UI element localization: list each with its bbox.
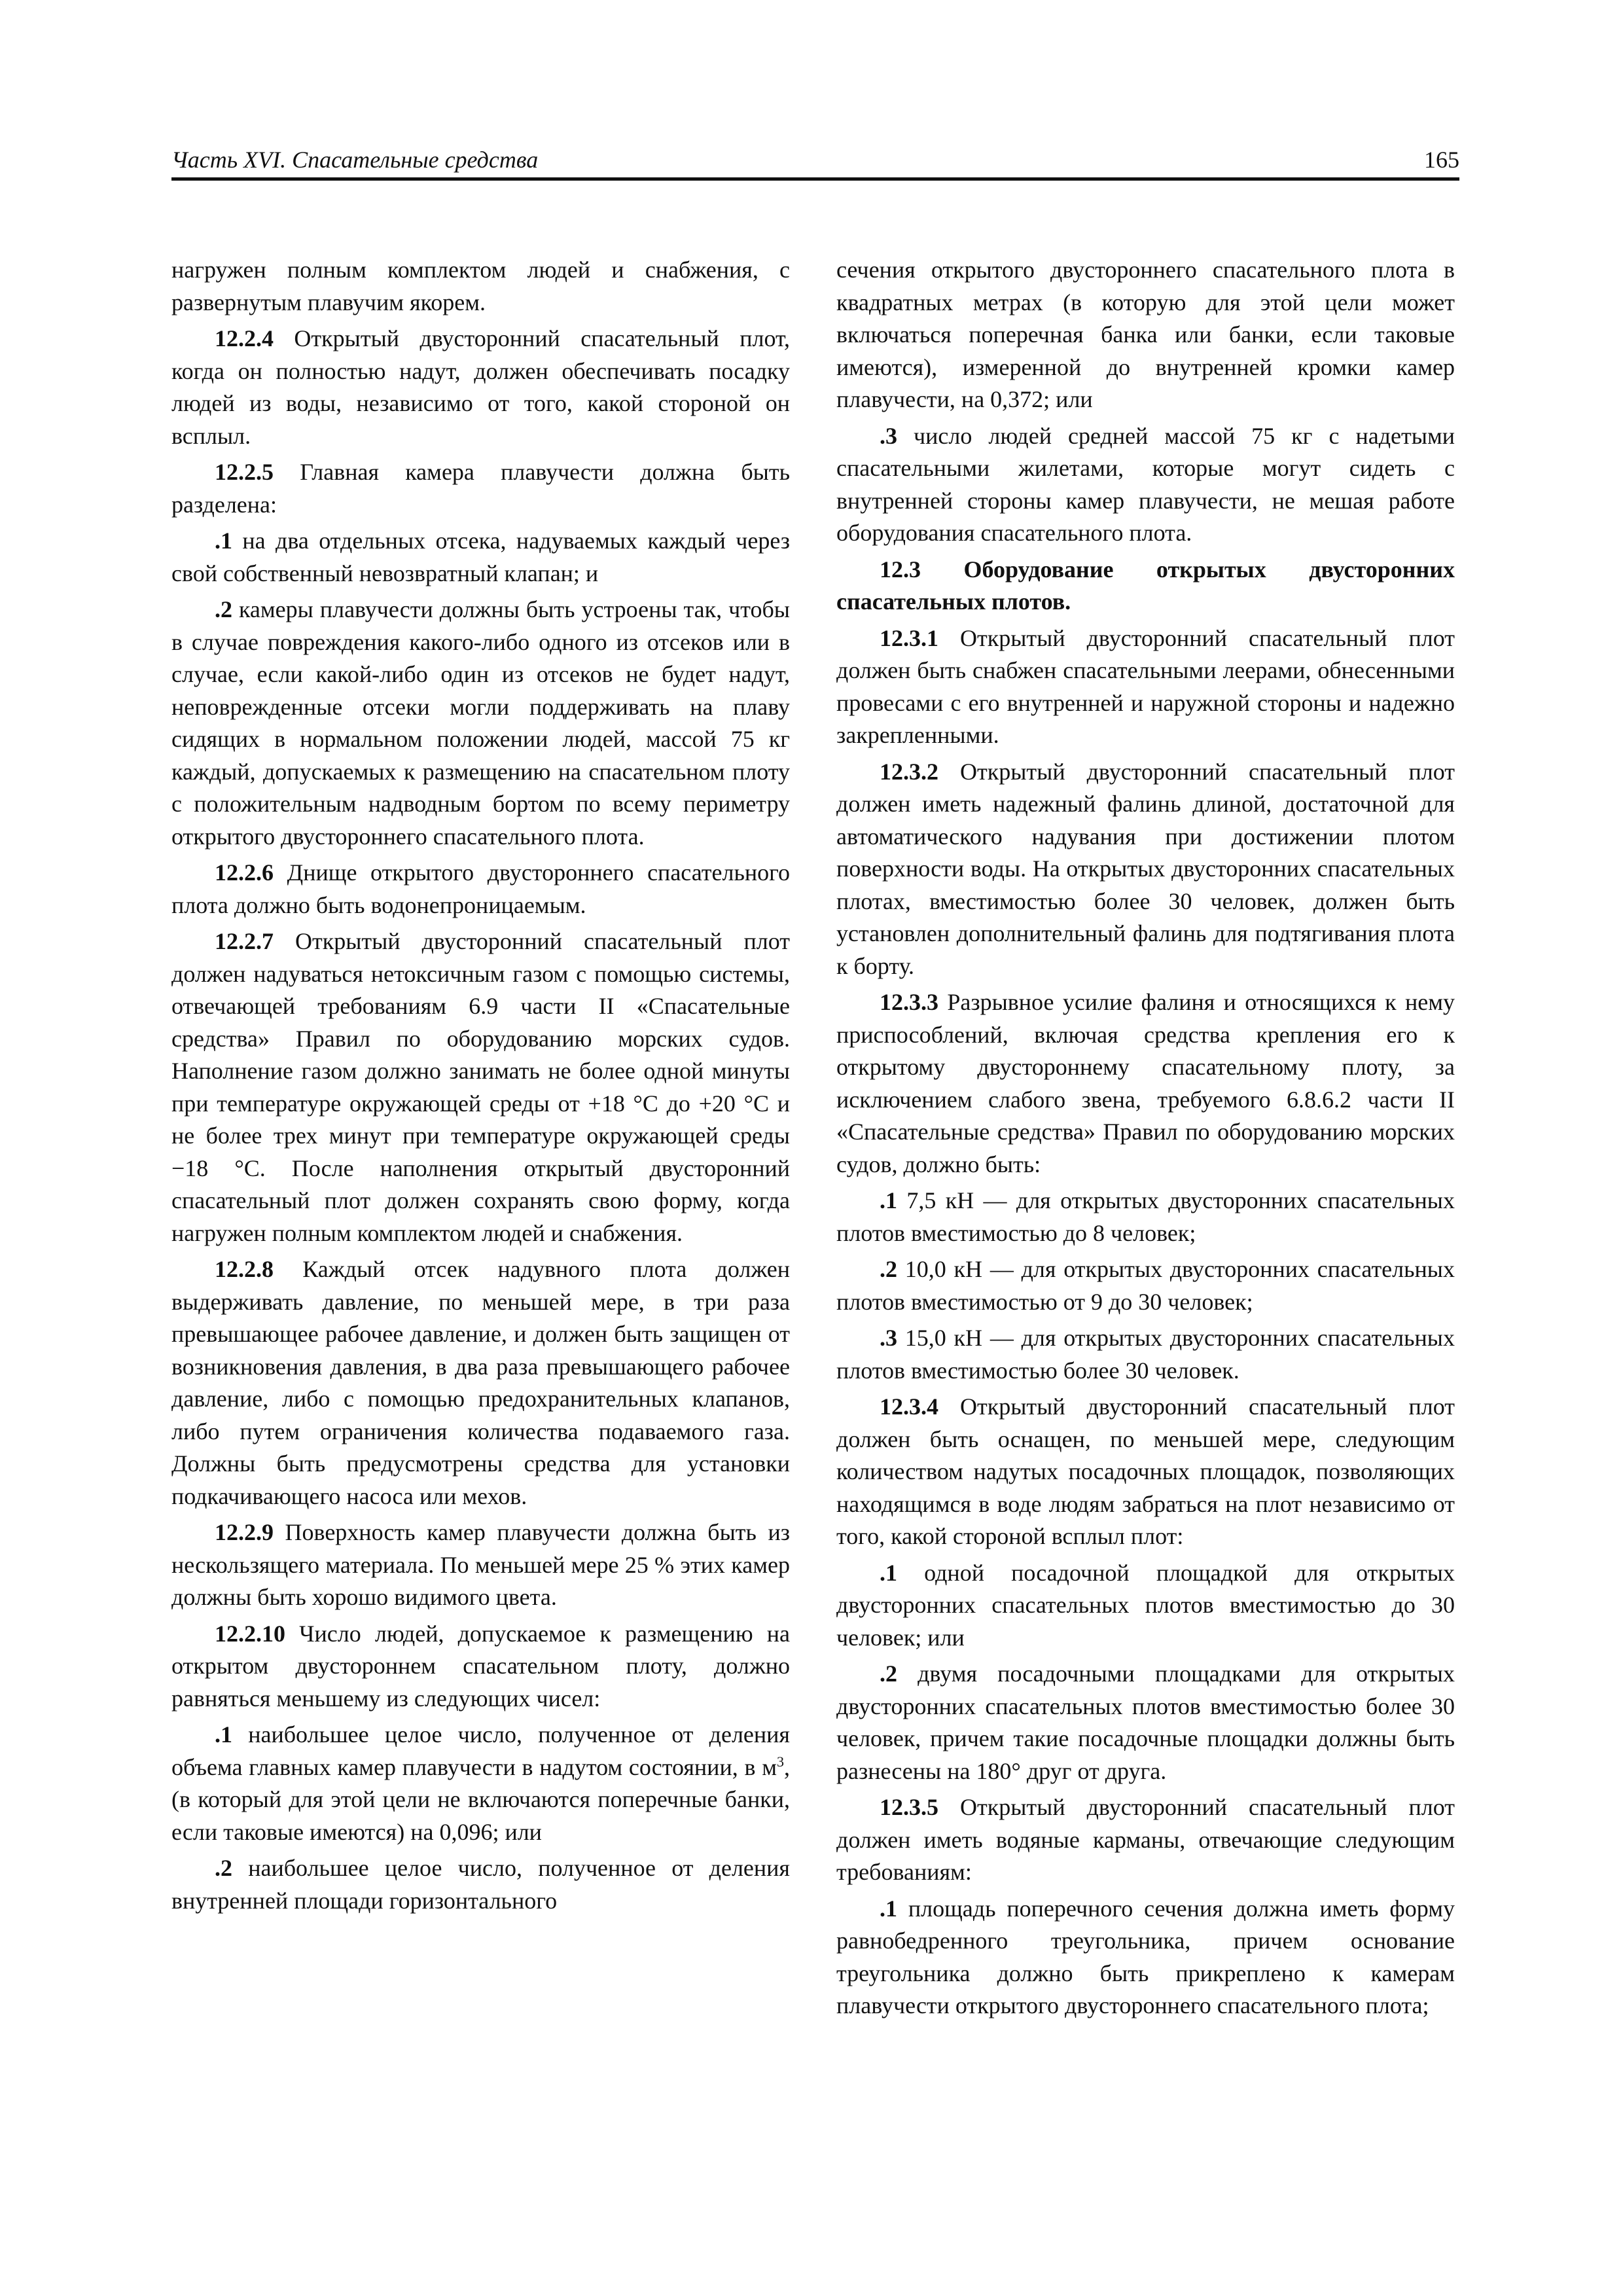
running-title: Часть XVI. Спасательные средства	[171, 147, 539, 173]
superscript: 3	[777, 1753, 784, 1770]
paragraph	[836, 1557, 1455, 1655]
paragraph-text: одной посадочной площадкой для открытых двусторонних спасательных плотов вместимостью до 30 человек; или	[836, 1559, 1455, 1651]
paragraph	[836, 1658, 1455, 1787]
paragraph-text: площадь поперечного сечения должна иметь форму равнобедренного треугольника, причем основание треугольника должно быть прикреплено к камерам плавучести открытого двустороннего спасательного плота;	[836, 1895, 1455, 2018]
clause-number: .1	[880, 1559, 897, 1586]
paragraph-text: Разрывное усилие фалиня и относящихся к нему приспособлений, включая средства крепления его к открытому двустороннему спасательному плоту, за исключением слабого звена, требуемого 6.8.6.2 части II «Спасательные средства» Правил по оборудованию морских судов, должно быть:	[836, 989, 1455, 1177]
paragraph	[836, 622, 1455, 752]
paragraph-text: 10,0 кН — для открытых двусторонних спасательных плотов вместимостью от 9 до 30 человек;	[836, 1256, 1455, 1315]
paragraph-text: Число людей, допускаемое к размещению на открытом двустороннем спасательном плоту, должно равняться меньшему из следующих чисел:	[171, 1620, 790, 1712]
paragraph	[836, 1185, 1455, 1249]
paragraph-text: Днище открытого двустороннего спасательного плота должно быть водонепроницаемым.	[171, 859, 790, 918]
paragraph-text: Открытый двусторонний спасательный плот должен иметь водяные карманы, отвечающие следующим требованиям:	[836, 1794, 1455, 1885]
paragraph-text: Открытый двусторонний спасательный плот, когда он полностью надут, должен обеспечивать посадку людей из воды, независимо от того, какой стороной он всплыл.	[171, 325, 790, 449]
paragraph	[171, 1516, 790, 1614]
paragraph	[836, 1391, 1455, 1553]
page-header	[171, 141, 1459, 181]
paragraph-text: число людей средней массой 75 кг с надетыми спасательными жилетами, которые могут сидеть с внутренней стороны камер плавучести, не мешая работе оборудования спасательного плота.	[836, 422, 1455, 546]
paragraph	[836, 1893, 1455, 2022]
paragraph-text: 15,0 кН — для открытых двусторонних спасательных плотов вместимостью более 30 человек.	[836, 1325, 1455, 1384]
paragraph-text: на два отдельных отсека, надуваемых каждый через свой собственный невозвратный клапан; и	[171, 528, 790, 586]
clause-number: .2	[215, 596, 232, 622]
clause-number: .3	[880, 422, 897, 449]
clause-number: .2	[880, 1256, 897, 1282]
paragraph	[836, 254, 1455, 416]
paragraph	[836, 1322, 1455, 1387]
clause-number: 12.2.8	[215, 1256, 274, 1282]
clause-number: 12.2.4	[215, 325, 274, 351]
paragraph	[836, 420, 1455, 550]
clause-number: 12.2.9	[215, 1519, 274, 1545]
paragraph-text: Открытый двусторонний спасательный плот должен надуваться нетоксичным газом с помощью системы, отвечающей требованиям 6.9 части II «Спасательные средства» Правил по оборудованию морских судов. Наполнение газом должно занимать не более одной минуты при температуре окружающей среды от +18 °C до +20 °C и не более трех минут при температуре окружающей среды −18 °C. После наполнения открытый двусторонний спасательный плот должен сохранять свою форму, когда нагружен полным комплектом людей и снабжения.	[171, 928, 790, 1246]
paragraph-text: Поверхность камер плавучести должна быть из нескользящего материала. По меньшей мере 25 % этих камер должны быть хорошо видимого цвета.	[171, 1519, 790, 1610]
clause-number: .3	[880, 1325, 897, 1351]
clause-number: 12.2.5	[215, 459, 274, 485]
paragraph-text: Каждый отсек надувного плота должен выдерживать давление, по меньшей мере, в три раза превышающее рабочее давление, и должен быть защищен от возникновения давления, в два раза превышающего рабочее давление, либо с помощью предохранительных клапанов, либо путем ограничения количества подаваемого газа. Должны быть предусмотрены средства для установки подкачивающего насоса или мехов.	[171, 1256, 790, 1509]
paragraph-text: нагружен полным комплектом людей и снабжения, с развернутым плавучим якорем.	[171, 257, 790, 315]
paragraph	[171, 925, 790, 1249]
page-number: 165	[1424, 147, 1459, 173]
paragraph	[836, 1253, 1455, 1318]
paragraph	[836, 986, 1455, 1181]
clause-number: 12.2.10	[215, 1620, 285, 1647]
paragraph	[171, 1618, 790, 1715]
clause-number: .1	[880, 1895, 897, 1922]
clause-number: 12.2.6	[215, 859, 274, 886]
paragraph-text: Открытый двусторонний спасательный плот должен иметь надежный фалинь длиной, достаточной для автоматического надувания при достижении плотом поверхности воды. На открытых двусторонних спасательных плотах, вместимостью более 30 человек, должен быть установлен дополнительный фалинь для подтягивания плота к борту.	[836, 758, 1455, 979]
clause-number: .1	[880, 1187, 897, 1213]
paragraph	[171, 254, 790, 319]
paragraph-text: сечения открытого двустороннего спасательного плота в квадратных метрах (в которую для этой цели может включаться поперечная банка или банки, если таковые имеются), измеренной до внутренней кромки камер плавучести, на 0,372; или	[836, 257, 1455, 412]
clause-number: .2	[880, 1660, 897, 1687]
paragraph	[171, 323, 790, 452]
paragraph-text: 7,5 кН — для открытых двусторонних спасательных плотов вместимостью до 8 человек;	[836, 1187, 1455, 1246]
paragraph-text: двумя посадочными площадками для открытых двусторонних спасательных плотов вместимостью более 30 человек, причем такие посадочные площадки должны быть разнесены на 180° друг от друга.	[836, 1660, 1455, 1784]
paragraph	[171, 1719, 790, 1848]
paragraph-text: наибольшее целое число, полученное от деления внутренней площади горизонтального	[171, 1855, 790, 1914]
clause-number: 12.3 Оборудование открытых двусторонних спасательных плотов.	[836, 556, 1455, 615]
paragraph	[171, 1253, 790, 1513]
clause-number: 12.3.2	[880, 758, 938, 785]
paragraph	[836, 554, 1455, 619]
paragraph	[171, 857, 790, 922]
clause-number: 12.2.7	[215, 928, 274, 954]
paragraph	[836, 1791, 1455, 1889]
paragraph-text: Открытый двусторонний спасательный плот должен быть оснащен, по меньшей мере, следующим количеством надутых посадочных площадок, позволяющих находящимся в воде людям забраться на плот независимо от того, какой стороной всплыл плот:	[836, 1393, 1455, 1549]
clause-number: .2	[215, 1855, 232, 1881]
clause-number: 12.3.3	[880, 989, 938, 1015]
paragraph-text: Открытый двусторонний спасательный плот должен быть снабжен спасательными леерами, обнесенными провесами с его внутренней и наружной стороны и надежно закрепленными.	[836, 624, 1455, 748]
right-column	[836, 254, 1455, 2026]
clause-number: .1	[215, 528, 232, 554]
paragraph	[171, 594, 790, 853]
clause-number: 12.3.4	[880, 1393, 938, 1420]
clause-number: .1	[215, 1721, 232, 1748]
paragraph-text: наибольшее целое число, полученное от деления объема главных камер плавучести в надутом состоянии, в м	[171, 1721, 790, 1780]
paragraph-text: Главная камера плавучести должна быть разделена:	[171, 459, 790, 518]
paragraph	[171, 525, 790, 590]
paragraph-text-tail: , (в который для этой цели не включаются поперечные банки, если таковые имеются) на 0,096; или	[171, 1753, 790, 1845]
clause-number: 12.3.1	[880, 624, 938, 651]
clause-number: 12.3.5	[880, 1794, 938, 1820]
paragraph	[171, 456, 790, 521]
left-column	[171, 254, 790, 1921]
paragraph	[171, 1852, 790, 1917]
paragraph	[836, 756, 1455, 983]
paragraph-text: камеры плавучести должны быть устроены так, чтобы в случае повреждения какого-либо одного из отсеков или в случае, если какой-либо один из отсеков не будет надут, неповрежденные отсеки могли поддерживать на плаву сидящих в нормальном положении людей, массой 75 кг каждый, допускаемых к размещению на спасательном плоту с положительным надводным бортом по всему периметру открытого двустороннего спасательного плота.	[171, 596, 790, 850]
